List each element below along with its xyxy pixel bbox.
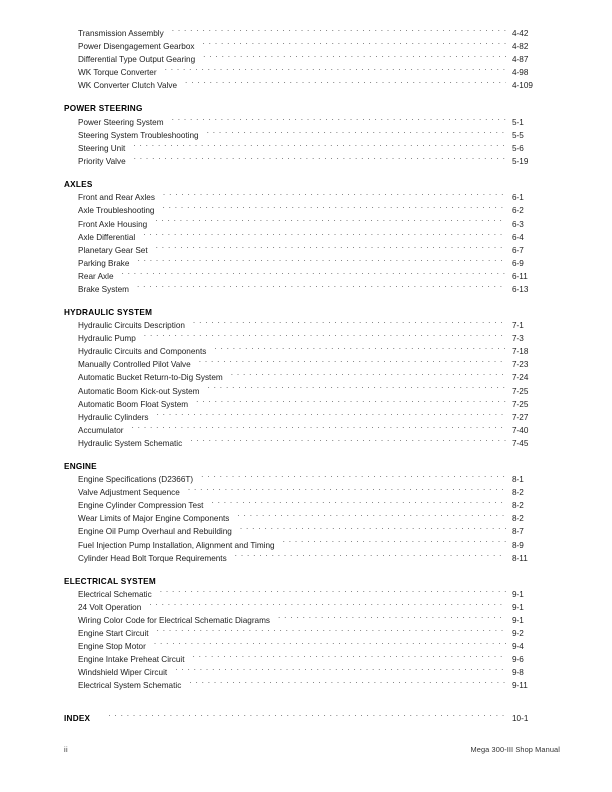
- toc-dot-leader: [134, 155, 506, 164]
- toc-section: [64, 27, 560, 92]
- toc-entry-page-number: 9-1: [512, 590, 524, 600]
- toc-dot-leader: [175, 666, 506, 675]
- toc-entry[interactable]: [64, 319, 560, 332]
- toc-entry-page-number: 4-109: [512, 81, 533, 91]
- toc-section-heading[interactable]: ELECTRICAL SYSTEM: [64, 576, 156, 586]
- toc-dot-leader: [165, 66, 506, 75]
- toc-entry-title: Steering System Troubleshooting: [78, 130, 199, 140]
- toc-entry[interactable]: [64, 66, 560, 79]
- toc-dot-leader: [144, 332, 506, 341]
- toc-dot-leader: [156, 244, 506, 253]
- toc-entry-page-number: 7-25: [512, 386, 529, 396]
- toc-dot-leader: [160, 588, 506, 597]
- toc-dot-leader: [188, 486, 506, 495]
- toc-dot-leader: [132, 424, 506, 433]
- toc-entry-page-number: 9-2: [512, 629, 524, 639]
- toc-entry-list: [64, 27, 560, 92]
- toc-entry[interactable]: [64, 398, 560, 411]
- toc-entry[interactable]: [64, 552, 560, 565]
- toc-dot-leader: [189, 679, 506, 688]
- toc-entry-page-number: 9-8: [512, 668, 524, 678]
- toc-entry[interactable]: [64, 345, 560, 358]
- toc-entry[interactable]: [64, 486, 560, 499]
- toc-entry[interactable]: [64, 601, 560, 614]
- toc-entry[interactable]: [64, 666, 560, 679]
- toc-entry-page-number: 7-24: [512, 373, 529, 383]
- toc-dot-leader: [137, 257, 506, 266]
- toc-entry[interactable]: [64, 614, 560, 627]
- toc-entry-title: Fuel Injection Pump Installation, Alignment and Timing: [78, 540, 275, 550]
- toc-section-heading[interactable]: ENGINE: [64, 461, 97, 471]
- toc-dot-leader: [143, 231, 506, 240]
- toc-entry[interactable]: [64, 358, 560, 371]
- toc-dot-leader: [196, 398, 506, 407]
- toc-entry-title: Electrical Schematic: [78, 590, 152, 600]
- toc-entry-page-number: 6-9: [512, 258, 524, 268]
- toc-entry-page-number: 5-5: [512, 130, 524, 140]
- toc-dot-leader: [162, 204, 506, 213]
- toc-entry[interactable]: [64, 437, 560, 450]
- toc-entry[interactable]: [64, 257, 560, 270]
- footer-manual-title: Mega 300-III Shop Manual: [470, 745, 560, 754]
- toc-entry-title: Engine Stop Motor: [78, 642, 146, 652]
- toc-entry[interactable]: [64, 539, 560, 552]
- toc-entry-page-number: 6-4: [512, 232, 524, 242]
- toc-entry-page-number: 4-87: [512, 55, 529, 65]
- toc-dot-leader: [133, 142, 506, 151]
- toc-entry-title: Differential Type Output Gearing: [78, 55, 196, 65]
- toc-entry-list: [64, 191, 560, 295]
- toc-entry[interactable]: [64, 332, 560, 345]
- toc-entry-title: Engine Intake Preheat Circuit: [78, 655, 185, 665]
- toc-entry-list: [64, 319, 560, 449]
- toc-section: [64, 461, 560, 565]
- toc-dot-leader: [278, 614, 506, 623]
- toc-section-heading[interactable]: AXLES: [64, 179, 93, 189]
- toc-dot-leader: [137, 283, 506, 292]
- toc-dot-leader: [203, 40, 506, 49]
- toc-entry[interactable]: [64, 627, 560, 640]
- toc-entry-page-number: 6-13: [512, 284, 529, 294]
- footer-page-number: ii: [64, 745, 68, 754]
- toc-dot-leader: [157, 411, 506, 420]
- toc-dot-leader: [201, 473, 506, 482]
- toc-entry-title: Hydraulic Circuits Description: [78, 321, 185, 331]
- toc-entry-title: WK Converter Clutch Valve: [78, 81, 178, 91]
- toc-entry[interactable]: [64, 40, 560, 53]
- toc-dot-leader: [240, 525, 506, 534]
- toc-entry-page-number: 9-1: [512, 603, 524, 613]
- toc-entry-page-number: 7-23: [512, 360, 529, 370]
- toc-entry[interactable]: [64, 512, 560, 525]
- toc-entry-page-number: 5-6: [512, 143, 524, 153]
- toc-entry[interactable]: [64, 499, 560, 512]
- toc-entry-title: Wiring Color Code for Electrical Schematic Diagrams: [78, 616, 271, 626]
- toc-dot-leader: [149, 601, 506, 610]
- toc-entry-list: [64, 588, 560, 692]
- toc-section: [64, 103, 560, 168]
- toc-dot-leader: [108, 712, 506, 721]
- toc-entry-title: Engine Start Circuit: [78, 629, 149, 639]
- toc-dot-leader: [193, 653, 507, 662]
- toc-entry-title: INDEX: [64, 714, 91, 724]
- toc-entry-title: Electrical System Schematic: [78, 681, 182, 691]
- toc-dot-leader: [237, 512, 506, 521]
- toc-entry-title: Engine Cylinder Compression Test: [78, 501, 204, 511]
- toc-section-heading[interactable]: POWER STEERING: [64, 104, 143, 114]
- toc-entry[interactable]: [64, 653, 560, 666]
- toc-entry-page-number: 6-7: [512, 245, 524, 255]
- toc-entry-page-number: 7-45: [512, 438, 529, 448]
- toc-entry-title: Engine Oil Pump Overhaul and Rebuilding: [78, 527, 232, 537]
- toc-entry-title: Rear Axle: [78, 271, 114, 281]
- toc-section: [64, 576, 560, 693]
- toc-entry-page-number: 8-2: [512, 488, 524, 498]
- toc-section-heading[interactable]: HYDRAULIC SYSTEM: [64, 307, 153, 317]
- toc-entry[interactable]: [64, 129, 560, 142]
- page-footer: [64, 745, 560, 754]
- toc-entry-page-number: 9-4: [512, 642, 524, 652]
- toc-dot-leader: [172, 116, 506, 125]
- toc-entry-title: Engine Specifications (D2366T): [78, 475, 194, 485]
- toc-entry-title: Hydraulic Pump: [78, 334, 136, 344]
- toc-entry[interactable]: [64, 191, 560, 204]
- toc-entry[interactable]: [64, 116, 560, 129]
- toc-entry[interactable]: [64, 525, 560, 538]
- toc-entry-title: Axle Differential: [78, 232, 136, 242]
- toc-entry-page-number: 6-1: [512, 193, 524, 203]
- toc-dot-leader: [122, 270, 507, 279]
- toc-entry-title: Windshield Wiper Circuit: [78, 668, 168, 678]
- toc-entry-page-number: 7-25: [512, 399, 529, 409]
- toc-dot-leader: [283, 539, 506, 548]
- toc-entry[interactable]: [64, 411, 560, 424]
- toc-entry-page-number: 6-11: [512, 271, 528, 281]
- toc-entry-title: Axle Troubleshooting: [78, 206, 155, 216]
- toc-entry-page-number: 9-6: [512, 655, 524, 665]
- toc-entry[interactable]: [64, 640, 560, 653]
- toc-section: [64, 307, 560, 450]
- toc-entry[interactable]: [64, 385, 560, 398]
- toc-entry[interactable]: [64, 283, 560, 296]
- toc-dot-leader: [155, 218, 506, 227]
- toc-entry-page-number: 10-1: [512, 714, 529, 724]
- toc-entry-page-number: 4-82: [512, 42, 529, 52]
- toc-entry-title: Parking Brake: [78, 258, 130, 268]
- toc-dot-leader: [199, 358, 506, 367]
- toc-entry-page-number: 8-9: [512, 540, 524, 550]
- toc-entry-page-number: 7-27: [512, 412, 529, 422]
- toc-dot-leader: [235, 552, 506, 561]
- toc-entry-page-number: 8-1: [512, 475, 524, 485]
- toc-section: [64, 179, 560, 296]
- toc-entry-title: 24 Volt Operation: [78, 603, 142, 613]
- toc-entry-title: Automatic Boom Kick-out System: [78, 386, 200, 396]
- toc-entry[interactable]: [64, 588, 560, 601]
- toc-entry[interactable]: [64, 204, 560, 217]
- toc-entry-page-number: 9-1: [512, 616, 524, 626]
- toc-entry-title: Automatic Boom Float System: [78, 399, 189, 409]
- toc-entry-title: Brake System: [78, 284, 129, 294]
- toc-entry-title: Front Axle Housing: [78, 219, 148, 229]
- toc-entry-title: Valve Adjustment Sequence: [78, 488, 180, 498]
- toc-entry-page-number: 7-40: [512, 425, 529, 435]
- toc-entry[interactable]: [64, 244, 560, 257]
- toc-entry-page-number: 6-2: [512, 206, 524, 216]
- toc-dot-leader: [157, 627, 506, 636]
- toc-entry-title: Power Steering System: [78, 117, 164, 127]
- toc-entry[interactable]: [64, 155, 560, 168]
- toc-entry-title: Manually Controlled Pilot Valve: [78, 360, 191, 370]
- toc-entry[interactable]: [64, 679, 560, 692]
- toc-entry[interactable]: [64, 371, 560, 384]
- toc-dot-leader: [185, 79, 506, 88]
- toc-entry-page-number: 8-7: [512, 527, 524, 537]
- toc-dot-leader: [214, 345, 506, 354]
- toc-entry-page-number: 7-1: [512, 321, 524, 331]
- toc-entry-page-number: 9-11: [512, 681, 528, 691]
- toc-entry-list: [64, 116, 560, 168]
- toc-entry-page-number: 5-19: [512, 156, 529, 166]
- toc-entry-page-number: 8-2: [512, 501, 524, 511]
- toc-entry[interactable]: [64, 218, 560, 231]
- toc-entry-title: Priority Valve: [78, 156, 126, 166]
- toc-entry[interactable]: [64, 27, 560, 40]
- toc-entry[interactable]: [64, 231, 560, 244]
- toc-entry-list: [64, 473, 560, 564]
- toc-entry[interactable]: [64, 142, 560, 155]
- toc-entry-title: Power Disengagement Gearbox: [78, 42, 195, 52]
- toc-entry-title: Steering Unit: [78, 143, 126, 153]
- toc-dot-leader: [207, 129, 506, 138]
- toc-entry-page-number: 4-42: [512, 29, 529, 38]
- toc-entry-title: Cylinder Head Bolt Torque Requirements: [78, 553, 227, 563]
- toc-dot-leader: [172, 27, 506, 36]
- toc-entry[interactable]: [64, 53, 560, 66]
- toc-entry[interactable]: [64, 473, 560, 486]
- toc-dot-leader: [163, 191, 506, 200]
- toc-entry[interactable]: [64, 270, 560, 283]
- toc-entry-title: Automatic Bucket Return-to-Dig System: [78, 373, 223, 383]
- toc-entry-title: Hydraulic System Schematic: [78, 438, 183, 448]
- toc-dot-leader: [208, 385, 507, 394]
- toc-dot-leader: [211, 499, 506, 508]
- toc-entry-page-number: 5-1: [512, 117, 524, 127]
- toc-entry[interactable]: [64, 424, 560, 437]
- toc-entry-title: Hydraulic Cylinders: [78, 412, 149, 422]
- toc-content: [64, 27, 560, 726]
- toc-entry-page-number: 8-2: [512, 514, 524, 524]
- toc-entry-page-number: 7-3: [512, 334, 524, 344]
- toc-entry-title: Transmission Assembly: [78, 29, 164, 38]
- toc-entry-title: Planetary Gear Set: [78, 245, 148, 255]
- toc-dot-leader: [231, 371, 506, 380]
- toc-entry-page-number: 4-98: [512, 68, 529, 78]
- toc-entry-title: Hydraulic Circuits and Components: [78, 347, 207, 357]
- toc-entry-title: WK Torque Converter: [78, 68, 157, 78]
- toc-entry-page-number: 7-18: [512, 347, 529, 357]
- toc-dot-leader: [203, 53, 506, 62]
- toc-index-entry[interactable]: [64, 712, 560, 725]
- toc-entry-title: Wear Limits of Major Engine Components: [78, 514, 230, 524]
- toc-dot-leader: [190, 437, 506, 446]
- toc-entry-title: Front and Rear Axles: [78, 193, 155, 203]
- toc-entry-title: Accumulator: [78, 425, 124, 435]
- toc-dot-leader: [154, 640, 506, 649]
- toc-dot-leader: [193, 319, 506, 328]
- toc-entry-page-number: 6-3: [512, 219, 524, 229]
- toc-entry[interactable]: [64, 79, 560, 92]
- toc-entry-page-number: 8-11: [512, 553, 528, 563]
